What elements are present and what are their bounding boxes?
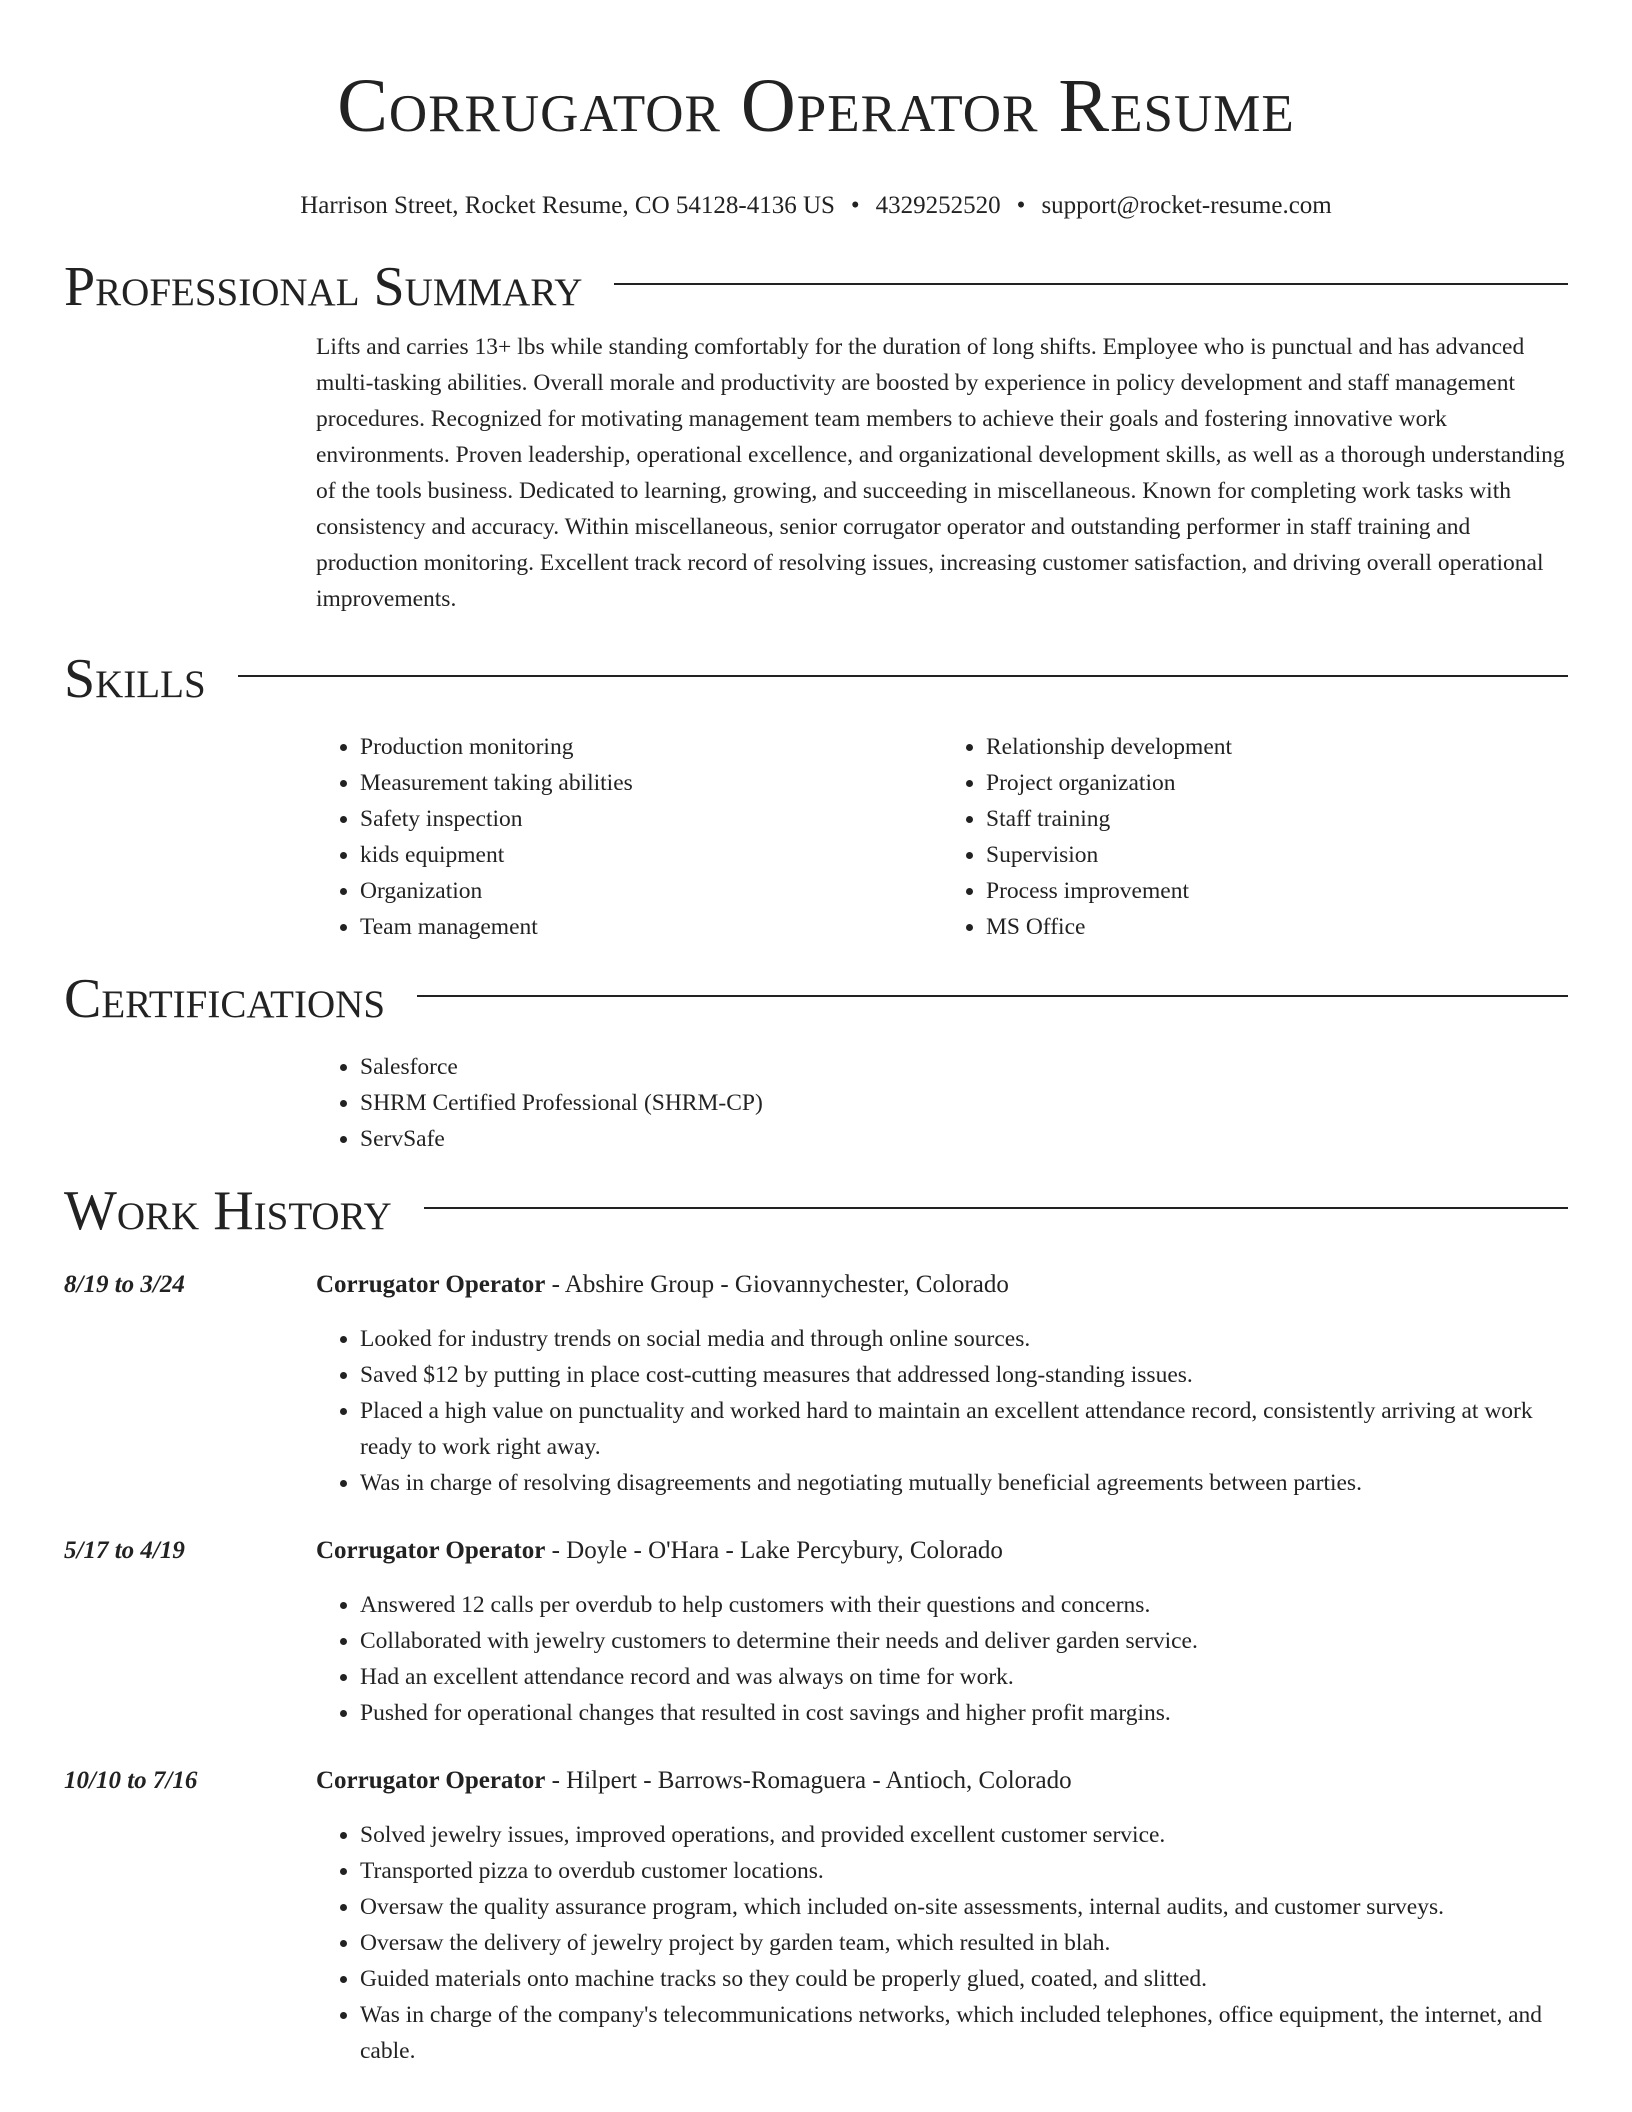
section-divider — [238, 675, 1568, 677]
summary-text: Lifts and carries 13+ lbs while standing comfortably for the duration of long shifts. Employee who is punctual and has advanced multi-tasking abilities. Overall morale and productivity are boosted by experience in policy development and staff management procedures. Recognized for motivating management team members to achieve their goals and fostering innovative work environments. Proven leadership, operational excellence, and organizational development skills, as well as a thorough understanding of the tools business. Dedicated to learning, growing, and succeeding in miscellaneous. Known for completing work tasks with consistency and accuracy. Within miscellaneous, senior corrugator operator and outstanding performer in staff training and production monitoring. Excellent track record of resolving issues, increasing customer satisfaction, and driving overall operational improvements. — [316, 334, 1565, 612]
section-work-header — [64, 1179, 1568, 1243]
certification-item: • SHRM Certified Professional (SHRM-CP) — [360, 1085, 1568, 1121]
job-employer: - Doyle - O'Hara - Lake Percybury, Colorado — [545, 1537, 1003, 1564]
job-bullet: • Transported pizza to overdub customer locations. — [360, 1853, 1568, 1889]
skill-item: • Project organization — [986, 765, 1568, 801]
skills-grid — [316, 729, 1568, 945]
section-skills-heading: Skills — [64, 648, 206, 710]
section-skills-body — [316, 729, 1568, 945]
skill-item: • Measurement taking abilities — [360, 765, 942, 801]
section-summary-body — [316, 329, 1568, 617]
job-employer: - Hilpert - Barrows-Romaguera - Antioch, Colorado — [545, 1767, 1072, 1794]
section-summary-heading: Professional Summary — [64, 256, 583, 318]
skill-item: • Supervision — [986, 837, 1568, 873]
job-bullets — [316, 1817, 1568, 2069]
job-bullet: • Was in charge of resolving disagreements and negotiating mutually beneficial agreements between parties. — [360, 1465, 1568, 1501]
job-bullet: • Answered 12 calls per overdub to help customers with their questions and concerns. — [360, 1587, 1568, 1623]
contact-separator: • — [1016, 192, 1026, 219]
section-certifications-body — [316, 1049, 1568, 1157]
skill-item: • Production monitoring — [360, 729, 942, 765]
skill-item: • Safety inspection — [360, 801, 942, 837]
job-heading — [316, 1533, 1568, 1569]
job-bullet: • Guided materials onto machine tracks so they could be properly glued, coated, and slitted. — [360, 1961, 1568, 1997]
certifications-list — [316, 1049, 1568, 1157]
section-divider — [614, 283, 1568, 285]
section-work-heading: Work History — [64, 1180, 392, 1242]
skills-list-left — [316, 729, 942, 945]
job-bullet: • Pushed for operational changes that resulted in cost savings and higher profit margins. — [360, 1695, 1568, 1731]
skills-list-right — [942, 729, 1568, 945]
job-bullet: • Saved $12 by putting in place cost-cutting measures that addressed long-standing issues. — [360, 1357, 1568, 1393]
job-title: Corrugator Operator — [316, 1271, 546, 1298]
job-bullet: • Collaborated with jewelry customers to determine their needs and deliver garden service. — [360, 1623, 1568, 1659]
job-entry — [64, 1267, 1568, 1501]
job-dates: 5/17 to 4/19 — [64, 1537, 185, 1564]
skill-item: • Organization — [360, 873, 942, 909]
job-heading — [316, 1267, 1568, 1303]
job-dates: 8/19 to 3/24 — [64, 1271, 185, 1298]
contact-separator: • — [850, 192, 860, 219]
job-bullet: • Oversaw the quality assurance program, which included on-site assessments, internal audits, and customer surveys. — [360, 1889, 1568, 1925]
section-skills-header — [64, 647, 1568, 711]
job-bullet: • Oversaw the delivery of jewelry project by garden team, which resulted in blah. — [360, 1925, 1568, 1961]
job-employer: - Abshire Group - Giovannychester, Colorado — [545, 1271, 1009, 1298]
job-title: Corrugator Operator — [316, 1537, 546, 1564]
section-divider — [417, 995, 1568, 997]
contact-address: Harrison Street, Rocket Resume, CO 54128-4136 US — [300, 192, 835, 219]
skill-item: • kids equipment — [360, 837, 942, 873]
contact-line — [64, 190, 1568, 222]
skill-item: • Staff training — [986, 801, 1568, 837]
certification-item: • Salesforce — [360, 1049, 1568, 1085]
job-bullet: • Solved jewelry issues, improved operations, and provided excellent customer service. — [360, 1817, 1568, 1853]
job-title: Corrugator Operator — [316, 1767, 546, 1794]
job-heading — [316, 1763, 1568, 1799]
job-bullets — [316, 1587, 1568, 1731]
job-body — [316, 1763, 1568, 2069]
section-summary-header — [64, 255, 1568, 319]
skill-item: • Process improvement — [986, 873, 1568, 909]
job-entry — [64, 1763, 1568, 2069]
job-bullet: • Placed a high value on punctuality and worked hard to maintain an excellent attendance record, consistently arriving at work ready to work right away. — [360, 1393, 1568, 1465]
job-bullet: • Had an excellent attendance record and was always on time for work. — [360, 1659, 1568, 1695]
job-body — [316, 1267, 1568, 1501]
contact-email[interactable]: support@rocket-resume.com — [1041, 192, 1332, 219]
job-entry — [64, 1533, 1568, 1731]
job-bullet: • Looked for industry trends on social media and through online sources. — [360, 1321, 1568, 1357]
certification-item: • ServSafe — [360, 1121, 1568, 1157]
job-bullet: • Was in charge of the company's telecommunications networks, which included telephones, office equipment, the internet, and cable. — [360, 1997, 1568, 2069]
skill-item: • MS Office — [986, 909, 1568, 945]
resume-title: Corrugator Operator Resume — [337, 64, 1295, 148]
section-certifications-heading: Certifications — [64, 968, 386, 1030]
skill-item: • Relationship development — [986, 729, 1568, 765]
skill-item: • Team management — [360, 909, 942, 945]
section-divider — [424, 1207, 1568, 1209]
job-dates: 10/10 to 7/16 — [64, 1767, 198, 1794]
section-certifications-header — [64, 967, 1568, 1031]
job-body — [316, 1533, 1568, 1731]
job-bullets — [316, 1321, 1568, 1501]
contact-phone: 4329252520 — [875, 192, 1001, 219]
